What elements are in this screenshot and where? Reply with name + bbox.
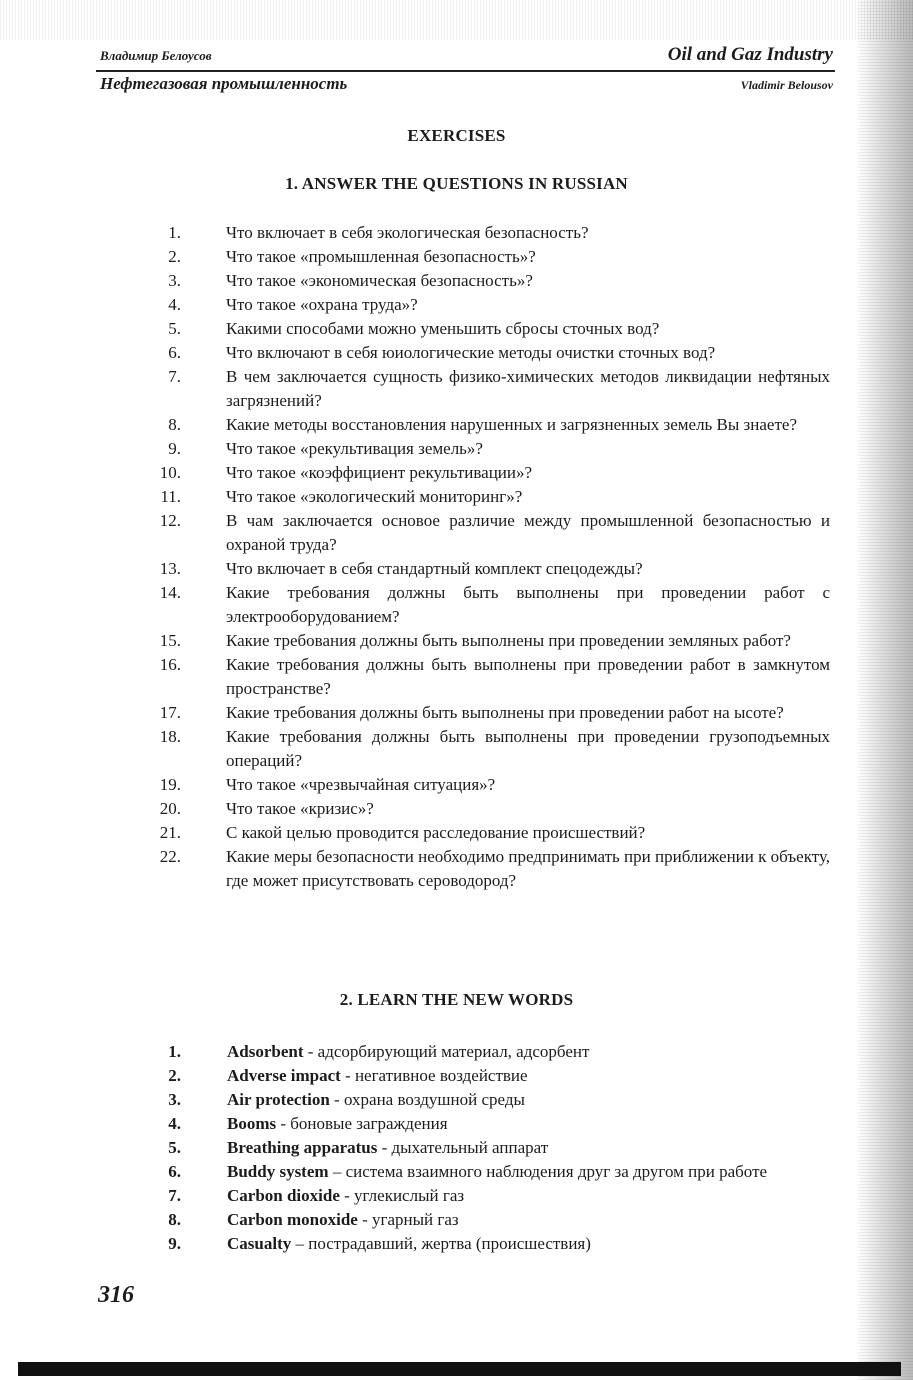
question-text: Какие методы восстановления нарушенных и загрязненных земель Вы знаете? [226,415,797,434]
question-item [135,557,830,581]
question-text: Какие меры безопасности необходимо предпринимать при приближении к объекту, где может присутствовать сероводород? [226,847,830,890]
vocab-number: 2. [168,1066,181,1085]
vocab-item [135,1136,835,1160]
question-text: Что такое «охрана труда»? [226,295,418,314]
question-number: 5. [168,319,181,338]
header-title-en: Oil and Gaz Industry [667,44,833,65]
vocabulary-list [135,1040,835,1256]
question-text: Какие требования должны быть выполнены при проведении работ на ысоте? [226,703,784,722]
vocab-term: Breathing apparatus [227,1138,378,1157]
question-item [135,245,830,269]
question-number: 2. [168,247,181,266]
vocab-term: Adverse impact [227,1066,341,1085]
vocab-number: 8. [168,1210,181,1229]
vocab-number: 7. [168,1186,181,1205]
question-text: Что такое «чрезвычайная ситуация»? [226,775,496,794]
question-number: 12. [159,511,181,530]
question-item [135,797,830,821]
vocab-definition: - углекислый газ [339,1186,465,1205]
question-item [135,221,830,245]
header-author-ru: Владимир Белоусов [100,48,212,63]
question-text: Что включает в себя экологическая безопасность? [226,223,589,242]
vocab-number: 9. [168,1234,181,1253]
vocab-definition: - дыхательный аппарат [377,1138,549,1157]
question-number: 22. [159,847,181,866]
question-number: 11. [160,487,181,506]
vocab-definition: - охрана воздушной среды [329,1090,525,1109]
question-number: 20. [159,799,181,818]
vocab-definition: – система взаимного наблюдения друг за другом при работе [328,1162,768,1181]
question-item [135,725,830,773]
question-item [135,701,830,725]
question-text: Что такое «кризис»? [226,799,374,818]
vocab-term: Carbon dioxide [227,1186,340,1205]
vocab-number: 4. [168,1114,181,1133]
question-item [135,773,830,797]
vocab-term: Casualty [227,1234,292,1253]
question-text: В чем заключается сущность физико-химических методов ликвидации нефтяных загрязнений? [226,367,830,410]
vocab-term: Adsorbent [227,1042,304,1061]
header-title-ru: Нефтегазовая промышленность [100,74,348,93]
question-number: 8. [168,415,181,434]
vocab-definition: - угарный газ [357,1210,459,1229]
question-text: Что такое «экономическая безопасность»? [226,271,533,290]
question-number: 16. [159,655,181,674]
question-item [135,821,830,845]
question-number: 18. [159,727,181,746]
question-text: Какие требования должны быть выполнены при проведении земляных работ? [226,631,791,650]
vocab-definition: - боновые заграждения [276,1114,448,1133]
question-item [135,293,830,317]
vocab-item [135,1040,835,1064]
vocab-number: 6. [168,1162,181,1181]
scan-shading-right [858,0,913,1380]
question-item [135,413,830,437]
question-item [135,317,830,341]
question-number: 13. [159,559,181,578]
question-number: 14. [159,583,181,602]
question-number: 9. [168,439,181,458]
question-number: 4. [168,295,181,314]
question-item [135,341,830,365]
vocab-item [135,1064,835,1088]
page-number: 316 [98,1282,134,1308]
question-item [135,509,830,557]
question-number: 1. [168,223,181,242]
question-text: В чам заключается основое различие между промышленной безопасностью и охраной труда? [226,511,830,554]
question-text: Что такое «рекультивация земель»? [226,439,483,458]
question-number: 10. [159,463,181,482]
question-item [135,461,830,485]
vocab-item [135,1208,835,1232]
question-text: Что включают в себя юиологические методы очистки сточных вод? [226,343,716,362]
header-author-en: Vladimir Belousov [740,78,833,92]
exercises-heading: EXERCISES [407,126,506,145]
question-number: 17. [159,703,181,722]
vocab-definition: - негативное воздействие [340,1066,528,1085]
question-text: Что такое «коэффициент рекультивации»? [226,463,533,482]
question-text: Какие требования должны быть выполнены при проведении работ с электрооборудованием? [226,583,830,626]
vocab-item [135,1088,835,1112]
vocab-item [135,1112,835,1136]
vocab-definition: - адсорбирующий материал, адсорбент [303,1042,590,1061]
question-text: Что такое «промышленная безопасность»? [226,247,536,266]
question-item [135,653,830,701]
vocab-item [135,1232,835,1256]
question-text: Какие требования должны быть выполнены при проведении грузоподъемных операций? [226,727,830,770]
question-text: Какие требования должны быть выполнены при проведении работ в замкнутом пространстве? [226,655,830,698]
vocab-number: 1. [168,1042,181,1061]
question-number: 19. [159,775,181,794]
question-item [135,581,830,629]
scan-edge-bar [18,1362,901,1376]
question-number: 21. [159,823,181,842]
vocab-item [135,1184,835,1208]
question-number: 15. [159,631,181,650]
question-number: 6. [168,343,181,362]
question-text: Какими способами можно уменьшить сбросы сточных вод? [226,319,660,338]
scan-shading-top [0,0,913,40]
question-item [135,485,830,509]
header-rule [96,70,835,72]
question-item [135,629,830,653]
vocab-number: 3. [168,1090,181,1109]
vocab-definition: – пострадавший, жертва (происшествия) [291,1234,591,1253]
question-text: С какой целью проводится расследование происшествий? [226,823,646,842]
question-number: 3. [168,271,181,290]
question-number: 7. [168,367,181,386]
vocab-term: Air protection [227,1090,330,1109]
section2-heading: 2. LEARN THE NEW WORDS [339,990,574,1009]
question-text: Что включает в себя стандартный комплект спецодежды? [226,559,643,578]
vocab-item [135,1160,835,1184]
vocab-term: Buddy system [227,1162,329,1181]
question-item [135,437,830,461]
vocab-term: Booms [227,1114,277,1133]
question-item [135,845,830,893]
section1-heading: 1. ANSWER THE QUESTIONS IN RUSSIAN [285,174,628,193]
vocab-term: Carbon monoxide [227,1210,358,1229]
question-item [135,365,830,413]
questions-list [135,221,830,893]
question-text: Что такое «экологический мониторинг»? [226,487,523,506]
question-item [135,269,830,293]
vocab-number: 5. [168,1138,181,1157]
